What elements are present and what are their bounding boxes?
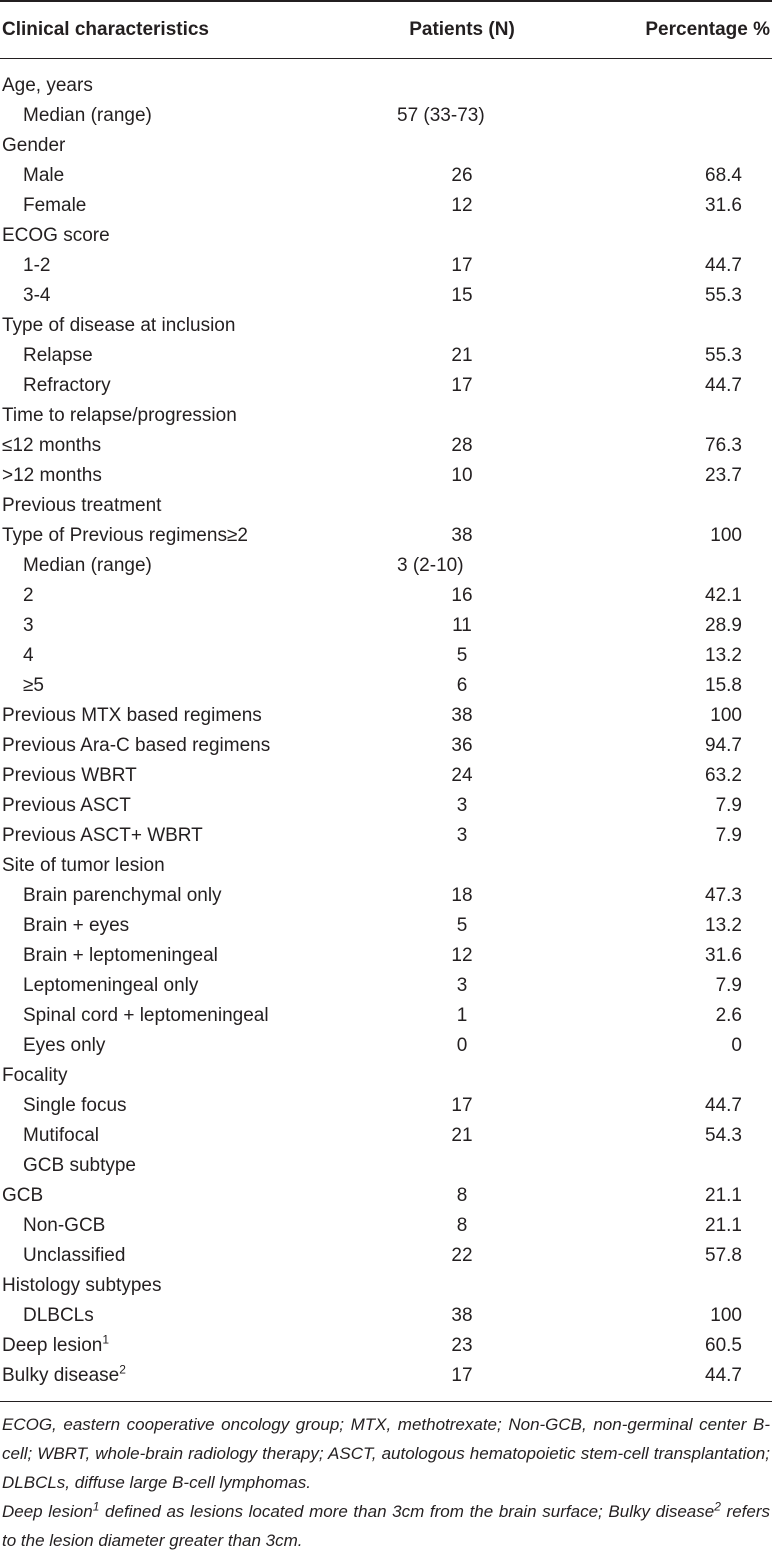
row-label-text: Site of tumor lesion [2,855,165,876]
row-percentage: 23.7 [705,465,742,486]
row-label [0,585,372,607]
row-label [0,735,372,757]
row-label-sup: 1 [102,1332,110,1347]
row-label [0,225,372,247]
row-percentage: 44.7 [705,255,742,276]
row-label [0,1332,372,1357]
row-percentage: 21.1 [705,1185,742,1206]
row-patients: 3 (2-10) [397,555,464,576]
row-label [0,435,372,457]
row-patients: 8 [456,1215,468,1236]
row-percentage: 0 [731,1035,742,1056]
row-patients: 3 [456,825,468,846]
row-percentage: 7.9 [715,825,742,846]
row-label [0,105,372,127]
table-row [0,1361,772,1391]
table-body [0,59,772,1391]
row-patients: 21 [451,345,473,366]
table-row [0,281,772,311]
row-label-sup: 2 [119,1362,126,1377]
row-label-text: Non-GCB [23,1215,106,1236]
row-label [0,915,372,937]
row-label [0,315,372,337]
row-label-text: DLBCLs [23,1305,94,1326]
row-patients: 11 [452,615,472,636]
row-label-text: Single focus [23,1095,127,1116]
row-label-text: Mutifocal [23,1125,100,1146]
footnote-deep-sup: 1 [92,1499,100,1514]
footnote-deep-text: defined as lesions located more than 3cm from the brain surface; Bulky disease [99,1502,715,1521]
row-label [0,825,372,847]
footnote-bulky-text: refers to the lesion diameter greater than 3cm. [2,1502,771,1550]
footnote-bulky-sup: 2 [714,1499,721,1514]
row-label [0,615,372,637]
table-row [0,101,772,131]
row-label-text: ≤12 months [2,435,102,456]
table-row [0,791,772,821]
row-patients: 26 [451,165,473,186]
row-percentage: 100 [710,705,742,726]
table-row [0,1331,772,1361]
table-row [0,401,772,431]
table-row [0,701,772,731]
row-label-text: Unclassified [23,1245,126,1266]
row-label-text: Brain + leptomeningeal [23,945,218,966]
table-row [0,971,772,1001]
row-label [0,1125,372,1147]
row-label-text: Refractory [23,375,111,396]
row-percentage: 63.2 [705,765,742,786]
row-label [0,675,372,697]
row-label-text: Deep lesion [2,1335,103,1356]
row-percentage: 21.1 [705,1215,742,1236]
row-label [0,1305,372,1327]
row-label [0,465,372,487]
row-label-text: Male [23,165,65,186]
row-label-text: Type of disease at inclusion [2,315,236,336]
row-percentage: 68.4 [705,165,742,186]
row-label [0,1185,372,1207]
table-row [0,671,772,701]
row-label-text: 1-2 [23,255,51,276]
row-patients: 5 [456,915,468,936]
row-label [0,75,372,97]
row-label [0,765,372,787]
row-patients: 38 [451,705,473,726]
row-percentage: 2.6 [715,1005,742,1026]
row-label-text: Age, years [2,75,93,96]
table-row [0,131,772,161]
table-row [0,1001,772,1031]
row-percentage: 7.9 [715,975,742,996]
row-patients: 38 [451,525,473,546]
row-label-text: Previous MTX based regimens [2,705,262,726]
table-row [0,71,772,101]
row-label-text: Time to relapse/progression [2,405,237,426]
row-patients: 5 [456,645,468,666]
row-label-text: Type of Previous regimens≥2 [2,525,248,546]
table-row [0,941,772,971]
row-label [0,525,372,547]
row-percentage: 31.6 [705,195,742,216]
row-patients: 36 [451,735,473,756]
row-label-text: Relapse [23,345,93,366]
row-label [0,1095,372,1117]
row-label [0,1245,372,1267]
row-percentage: 47.3 [705,885,742,906]
row-label-text: Previous ASCT [2,795,131,816]
table-row [0,1181,772,1211]
table-row [0,1211,772,1241]
row-label [0,885,372,907]
row-label [0,135,372,157]
row-percentage: 15.8 [705,675,742,696]
row-percentage: 94.7 [705,735,742,756]
row-label [0,1065,372,1087]
table-row [0,191,772,221]
table-row [0,431,772,461]
table-row [0,521,772,551]
row-patients: 17 [451,255,473,276]
row-patients: 23 [451,1335,473,1356]
table-row [0,371,772,401]
row-percentage: 76.3 [705,435,742,456]
row-label [0,195,372,217]
row-patients: 22 [451,1245,473,1266]
row-label [0,975,372,997]
row-label [0,1035,372,1057]
row-patients: 10 [451,465,473,486]
row-percentage: 57.8 [705,1245,742,1266]
row-percentage: 44.7 [705,1095,742,1116]
row-label [0,285,372,307]
table-footnotes [0,1402,772,1555]
row-label-text: Eyes only [23,1035,106,1056]
row-label-text: GCB [2,1185,44,1206]
row-label-text: Previous treatment [2,495,162,516]
row-label [0,855,372,877]
footnote-abbreviations: ECOG, eastern cooperative oncology group; MTX, methotrexate; Non-GCB, non-germinal center B-cell; WBRT, whole-brain radiology therapy; ASCT, autologous hematopoietic stem-cell transplantation; DLBCLs, diffuse large B-cell lymphomas. [2,1415,770,1492]
header-patients: Patients (N) [409,19,515,40]
table-row [0,1121,772,1151]
row-label-text: Previous Ara-C based regimens [2,735,271,756]
table-row [0,221,772,251]
table-row [0,461,772,491]
row-label-text: 3-4 [23,285,51,306]
table-row [0,851,772,881]
row-percentage: 60.5 [705,1335,742,1356]
row-label-text: Median (range) [23,105,152,126]
row-percentage: 100 [710,1305,742,1326]
row-percentage: 42.1 [705,585,742,606]
row-label-text: Previous ASCT+ WBRT [2,825,203,846]
row-label-text: ECOG score [2,225,110,246]
row-label [0,375,372,397]
table-row [0,1151,772,1181]
row-label-text: Spinal cord + leptomeningeal [23,1005,269,1026]
table-row [0,491,772,521]
row-label [0,345,372,367]
row-percentage: 28.9 [705,615,742,636]
table-row [0,251,772,281]
row-label-text: Previous WBRT [2,765,137,786]
row-label [0,555,372,577]
row-label [0,1155,372,1177]
row-label [0,945,372,967]
row-patients: 12 [451,195,473,216]
row-label-text: GCB subtype [23,1155,136,1176]
row-label [0,405,372,427]
row-percentage: 54.3 [705,1125,742,1146]
row-label-text: Brain parenchymal only [23,885,222,906]
row-label-text: Bulky disease [2,1365,120,1386]
row-label-text: ≥5 [23,675,44,696]
row-percentage: 55.3 [705,285,742,306]
row-label [0,1275,372,1297]
row-label-text: Leptomeningeal only [23,975,199,996]
row-label [0,1362,372,1387]
row-patients: 3 [456,975,468,996]
row-label [0,795,372,817]
row-label-text: Focality [2,1065,68,1086]
table-row [0,1241,772,1271]
table-row [0,1031,772,1061]
row-patients: 15 [451,285,473,306]
row-patients: 38 [451,1305,473,1326]
row-percentage: 100 [710,525,742,546]
row-patients: 18 [451,885,473,906]
row-label [0,1215,372,1237]
row-patients: 21 [451,1125,473,1146]
row-patients: 0 [456,1035,468,1056]
row-percentage: 55.3 [705,345,742,366]
row-label [0,705,372,727]
row-percentage: 44.7 [705,375,742,396]
row-percentage: 7.9 [715,795,742,816]
table-row [0,1271,772,1301]
row-percentage: 13.2 [705,645,742,666]
row-label-text: Gender [2,135,66,156]
row-label-text: Histology subtypes [2,1275,162,1296]
row-patients: 1 [456,1005,468,1026]
row-label-text: Median (range) [23,555,152,576]
row-patients: 8 [456,1185,468,1206]
row-label [0,165,372,187]
table-row [0,551,772,581]
table-row [0,341,772,371]
row-label [0,1005,372,1027]
row-patients: 16 [451,585,473,606]
table-row [0,611,772,641]
row-percentage: 31.6 [705,945,742,966]
header-percentage: Percentage % [645,19,770,40]
row-percentage: 13.2 [705,915,742,936]
table-row [0,731,772,761]
row-patients: 17 [451,1095,473,1116]
row-patients: 24 [451,765,473,786]
table-row [0,761,772,791]
table-row [0,641,772,671]
footnote-deep-label: Deep lesion [2,1502,93,1521]
table-row [0,581,772,611]
row-label-text: Brain + eyes [23,915,130,936]
table-row [0,311,772,341]
row-patients: 6 [456,675,468,696]
row-label [0,495,372,517]
row-patients: 17 [451,1365,473,1386]
row-label [0,255,372,277]
table-header [0,2,772,59]
row-patients: 17 [451,375,473,396]
row-patients: 3 [456,795,468,816]
table-row [0,881,772,911]
row-percentage: 44.7 [705,1365,742,1386]
table-row [0,1301,772,1331]
table-row [0,911,772,941]
row-label-text: 3 [23,615,34,636]
row-patients: 57 (33-73) [397,105,485,126]
table-row [0,161,772,191]
table-row [0,1091,772,1121]
row-label-text: 2 [23,585,34,606]
row-label-text: >12 months [2,465,102,486]
table-row [0,1061,772,1091]
row-label-text: Female [23,195,87,216]
row-label [0,645,372,667]
footnote-definitions [2,1497,770,1555]
row-label-text: 4 [23,645,34,666]
row-patients: 12 [451,945,473,966]
row-patients: 28 [451,435,473,456]
table-row [0,821,772,851]
header-characteristics: Clinical characteristics [2,19,209,40]
